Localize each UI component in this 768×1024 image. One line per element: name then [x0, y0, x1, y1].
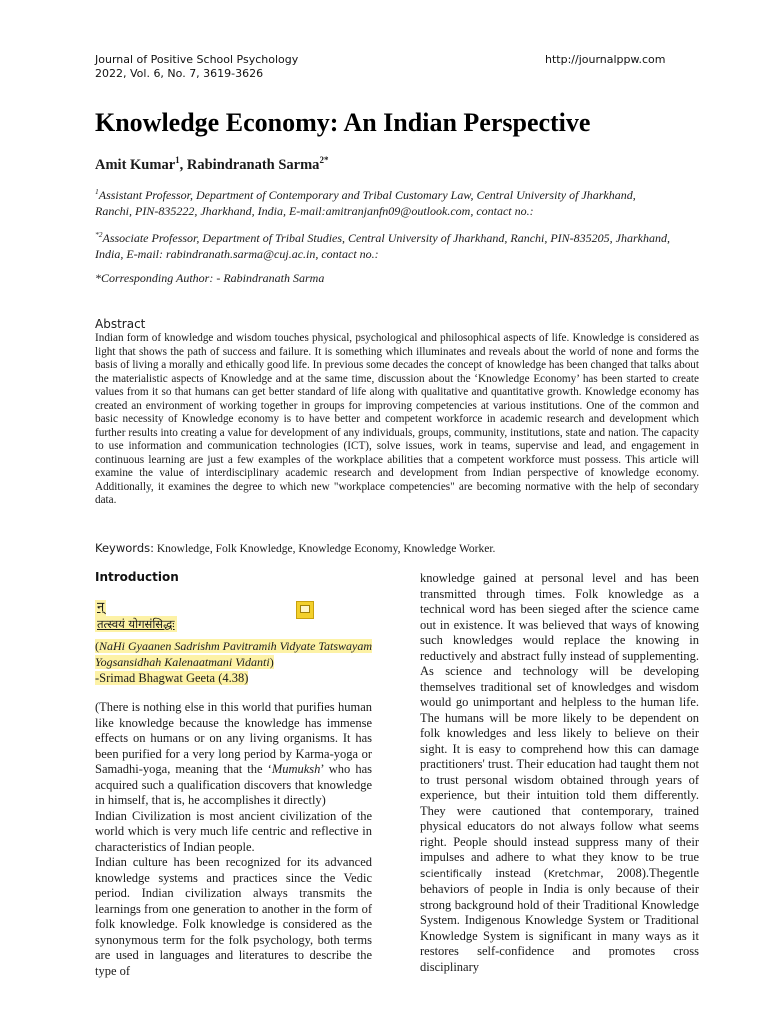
right-text-small-1: scientifically: [420, 868, 483, 880]
author-2-mark: 2*: [319, 155, 329, 165]
left-p1-italic: Mumuksh: [271, 762, 321, 776]
verse-source: [95, 670, 248, 686]
verse-transliteration: [95, 638, 385, 670]
translit-text: NaHi Gyaanen Sadrishm Pavitramih Vidyate Tatswayam Yogsansidhah Kalenaatmani Vidanti: [95, 639, 372, 669]
left-paragraph-3: Indian culture has been recognized for its advanced knowledge systems and practices since the Vedic period. Indian civilization always transmits the learnings from one generation to another in the form of folk knowledge. Folk knowledge is considered as the synonymous term for the folk psychology, both terms are used in languages and literatures to describe the type of: [95, 855, 372, 978]
journal-issue: 2022, Vol. 6, No. 7, 3619-3626: [95, 67, 264, 80]
sanskrit-line-1: न्: [97, 600, 105, 615]
right-column: [420, 571, 699, 975]
left-column: [95, 700, 372, 979]
keywords-text: Knowledge, Folk Knowledge, Knowledge Economy, Knowledge Worker.: [156, 543, 496, 555]
journal-header: [95, 53, 298, 81]
affiliation-2-mark: *2: [95, 230, 103, 239]
affiliation-1: [95, 184, 675, 219]
right-text-b: instead (: [482, 865, 549, 880]
author-2: Rabindranath Sarma: [186, 156, 320, 173]
author-1: Amit Kumar: [95, 156, 176, 173]
affiliation-1-mark: 1: [95, 187, 99, 196]
affiliation-1-text: Assistant Professor, Department of Contemporary and Tribal Customary Law, Central University of Jharkhand, Ranchi, PIN-835222, Jharkhand, India, E-mail:amitranjanfn09@outlook.com, contact no.:: [95, 188, 636, 218]
paper-title: Knowledge Economy: An Indian Perspective: [95, 108, 591, 137]
left-paragraph-2: Indian Civilization is most ancient civilization of the world which is very much life centric and reflective in characteristics of Indian people.: [95, 808, 372, 854]
sanskrit-line-2: तत्स्वयं योगसंसिद्धः: [97, 617, 175, 631]
right-text-c: , 2008).Thegentle behaviors of people in India is only because of their strong background hold of their Traditional Knowledge System. Indigenous Knowledge System or Traditional Knowledge System is significant in many ways as it restores self-confidence and promotes cross disciplinary: [420, 865, 699, 974]
sanskrit-verse: [95, 600, 325, 633]
keywords: [95, 541, 699, 556]
comment-note-icon[interactable]: [296, 601, 314, 619]
left-p1-b: ’ who has acquired such a qualification discovers that knowledge in himself, that is, he accomplishes it directly): [95, 762, 372, 807]
author-line: [95, 151, 328, 174]
corresponding-author: *Corresponding Author: - Rabindranath Sarma: [95, 271, 325, 285]
affiliation-2-text: Associate Professor, Department of Tribal Studies, Central University of Jharkhand, Ranchi, PIN-835205, Jharkhand, India, E-mail: rabindranath.sarma@cuj.ac.in, contact no.:: [95, 231, 671, 261]
abstract-text: Indian form of knowledge and wisdom touches physical, psychological and philosophical aspects of life. Knowledge is considered as light that shows the path of success and failure. It is something which illuminates and reveals about the world of none and forms the basis of living a morally and ethically good life. In previous some decades the concept of knowledge has been changed that talks about the materialistic aspects of Knowledge and at the same time, discussion about the ‘Knowledge Economy’ has been started to create values from it so that humans can get better standard of life along with qualitative and quantitative growth. Knowledge economy has created an environment of working together in groups for improving competencies at various institutions. One of the common and basic necessity of Knowledge economy is to have better and competent workforce in academic research and development which further results into creating a value for development of any individuals, groups, community, institutions, state and nation. The capacity to use information and communication technologies (ICT), solve issues, work in teams, supervise and lead, and engagement in continuous learning are just a few examples of the workplace abilities that a competent workforce must possess. This article will examine the value of interdisciplinary academic research and development from Indian perspective of knowledge economy. Additionally, it examines the degree to which new "workplace competencies" are becoming normative with the help of secondary data.: [95, 332, 699, 506]
author-1-mark: 1: [175, 155, 180, 165]
affiliation-2: [95, 227, 675, 262]
left-paragraph-1: [95, 700, 372, 809]
introduction-heading: Introduction: [95, 570, 179, 584]
journal-name: Journal of Positive School Psychology: [95, 53, 299, 66]
right-text-a: knowledge gained at personal level and has been transmitted through times. Folk knowledge as a technical word has been sieged after the science came out in existence. It was believed that ways of knowing such knowledges would replace the knowing in reductively and abstract fully instead of supplementing. As science and technology will be developing themselves traditional set of knowledges and wisdom would go unimportant and helpless to the human life. The humans will be more likely to be dependent on folk knowledges and less likely to believe on their sight. It is easy to comprehend how this can damage practitioners' trust. Their education had taught them not to trust personal wisdom obtained through years of experience, but their intuition told them differently. They were cautioned that contemporary, trained physical educators do not always follow what seems right. People should instead suppress many of their impulses and adhere to what they know to be true: [420, 571, 699, 864]
translit-open: (: [95, 639, 99, 653]
keywords-label: Keywords:: [95, 541, 154, 555]
verse-source-text: -Srimad Bhagwat Geeta (4.38): [95, 671, 249, 685]
journal-url[interactable]: http://journalppw.com: [545, 53, 666, 66]
right-text-small-2: Kretchmar: [548, 868, 601, 880]
abstract-heading: Abstract: [95, 317, 146, 331]
author-separator: ,: [179, 156, 187, 173]
translit-close: ): [269, 655, 274, 669]
left-p1-a: (There is nothing else in this world that purifies human like knowledge because the knowledge has immense effects on humans or on any living organisms. It has been purified for a very long period by Karma-yoga or Samadhi-yoga, meaning that the ‘: [95, 700, 372, 776]
